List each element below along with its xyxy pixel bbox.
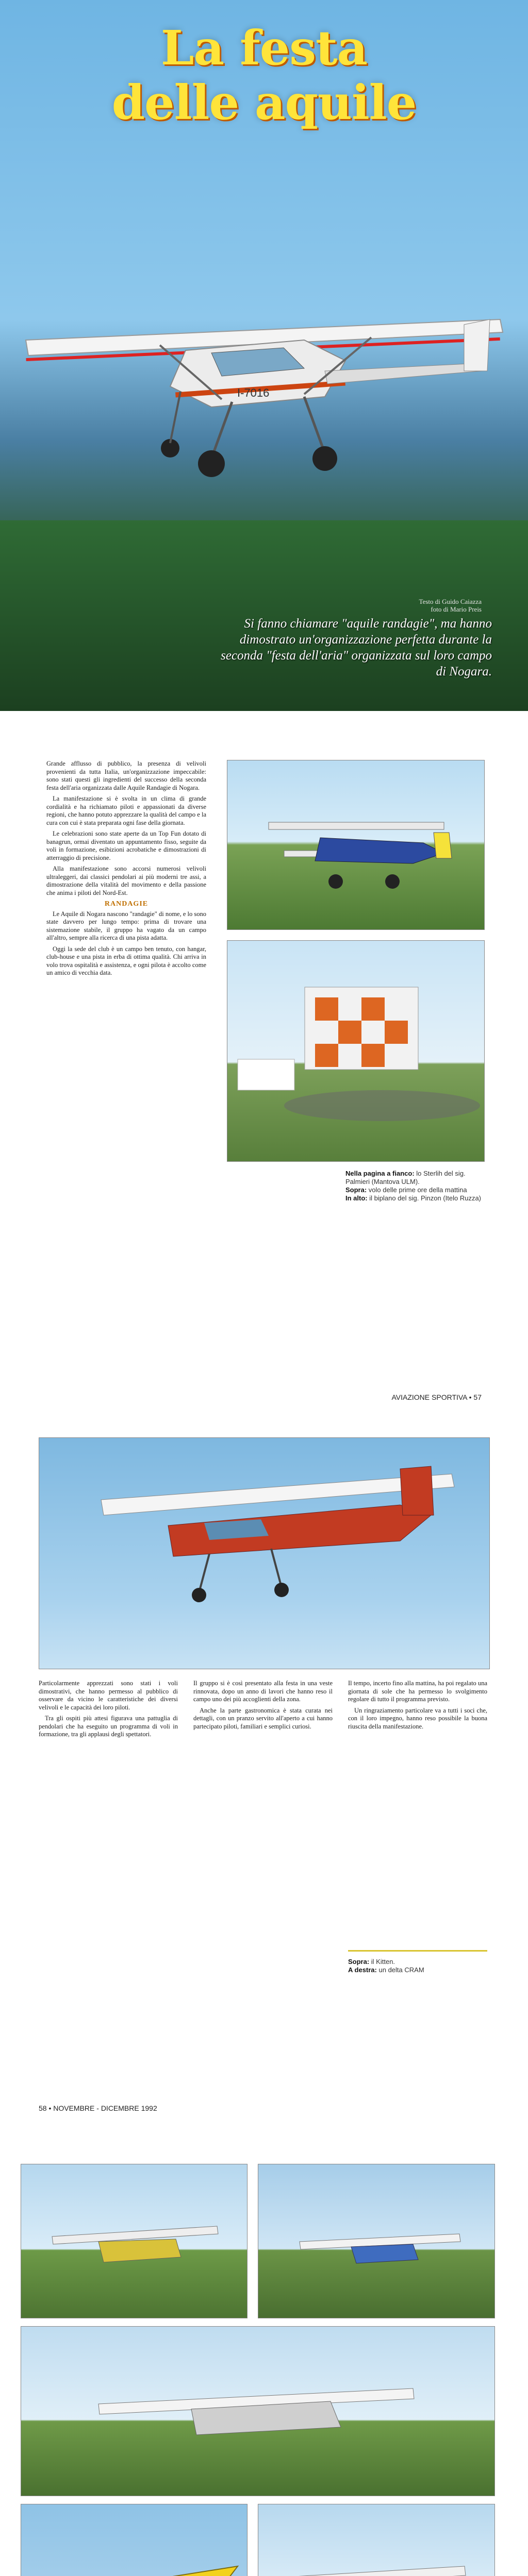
wheel xyxy=(192,1588,206,1602)
section-subhead: RANDAGIE xyxy=(104,900,148,908)
nose-gear xyxy=(170,392,180,443)
caption-text: volo delle prime ore della mattina xyxy=(368,1186,467,1194)
tail-boom xyxy=(325,363,482,384)
flying-plane-illustration xyxy=(39,1438,490,1669)
hangar-illustration xyxy=(227,941,485,1162)
photo-grid-4 xyxy=(21,2504,248,2576)
plane-illustration xyxy=(21,2327,495,2496)
plane-illustration xyxy=(258,2164,495,2318)
photo-grid-1 xyxy=(21,2164,248,2318)
caption-title: In alto: xyxy=(345,1194,368,1202)
text-column-1 xyxy=(39,1680,178,1742)
gear-leg xyxy=(304,397,325,453)
paragraph: Alla manifestazione sono accorsi numerosi velivoli ultraleggeri, dai classici pendolari ai più moderni tre assi, a dimostrazione della vitalità del movimento e della passione che anima i piloti del Nord-Est. xyxy=(46,865,206,896)
cover-credit xyxy=(419,598,482,613)
plane-illustration xyxy=(21,2164,248,2318)
paragraph: Le Aquile di Nogara nascono "randagie" di nome, e lo sono state davvero per lungo tempo: prima di trovare una sistemazione stabile, il gruppo ha vagato da un campo all'altro, sempre alla ricerca di una pista adatta. xyxy=(46,910,206,941)
page-59 xyxy=(0,2133,528,2576)
tail-fin xyxy=(464,319,490,371)
gear-leg xyxy=(271,1549,282,1587)
wheel xyxy=(328,874,343,889)
page-folio: AVIAZIONE SPORTIVA • 57 xyxy=(391,1393,482,1401)
photo-grid-2 xyxy=(258,2164,495,2318)
gear-leg xyxy=(211,402,232,459)
paragraph: Un ringraziamento particolare va a tutti i soci che, con il loro impegno, hanno reso possibile la buona riuscita della manifestazione. xyxy=(348,1706,487,1730)
text-column-2 xyxy=(193,1680,333,1734)
credit-text-author: Testo di Guido Caiazza xyxy=(419,598,482,605)
biplane-tail xyxy=(434,833,452,858)
paragraph: Grande afflusso di pubblico, la presenza di velivoli provenienti da tutta Italia, un'organizzazione impeccabile: sono stati questi gli ingredienti del successo della seconda festa dell'aria organizzata dalle Aquile Randagie di Nogara. xyxy=(46,760,206,791)
paragraph: Oggi la sede del club è un campo ben tenuto, con hangar, club-house e una pista in erba di ottima qualità. Chi arriva in volo trova ospitalità e assistenza, e ogni pilota è accolto come un amico di vecchia data. xyxy=(46,945,206,976)
caption-divider xyxy=(348,1950,487,1952)
caption-title: Sopra: xyxy=(348,1958,370,1965)
caption-text: il biplano del sig. Pinzon (Itelo Ruzza) xyxy=(369,1194,482,1202)
page-58 xyxy=(0,1422,528,2133)
biplane-illustration xyxy=(227,760,485,930)
crowd xyxy=(284,1090,480,1121)
cover-title xyxy=(0,21,528,130)
title-line-2: delle aquile xyxy=(111,75,417,130)
caption-title: Nella pagina a fianco: xyxy=(345,1170,415,1177)
gear-leg xyxy=(199,1554,209,1592)
wheel xyxy=(198,450,225,477)
caption-text: lo Sterlih del sig. Palmieri (Mantova ULM). xyxy=(345,1170,466,1185)
page-folio: 58 • NOVEMBRE - DICEMBRE 1992 xyxy=(39,2104,157,2112)
hang-glider-illustration xyxy=(21,2504,248,2576)
page-57 xyxy=(0,711,528,1422)
paragraph: Tra gli ospiti più attesi figurava una pattuglia di pendolari che ha eseguito un programma di voli in formazione, tra gli applausi degli spettatori. xyxy=(39,1715,178,1738)
caption-title: Sopra: xyxy=(345,1186,367,1194)
photo-grid-5 xyxy=(258,2504,495,2576)
upper-wing xyxy=(269,822,444,829)
caption-block xyxy=(345,1170,485,1202)
tail-fin xyxy=(400,1466,434,1515)
paragraph: Il tempo, incerto fino alla mattina, ha poi regalato una giornata di sole che ha permesso lo svolgimento regolare di tutto il programma previsto. xyxy=(348,1680,487,1703)
photo-hangar xyxy=(227,940,485,1162)
cover-caption: Si fanno chiamare "aquile randagie", ma hanno dimostrato un'organizzazione perfetta durante la seconda "festa dell'aria" organizzata sul loro campo di Nogara. xyxy=(221,617,492,679)
registration-mark: I-7016 xyxy=(237,386,270,399)
ultralight-plane-illustration xyxy=(15,242,513,510)
wheel xyxy=(274,1583,289,1597)
paragraph: Particolarmente apprezzati sono stati i voli dimostrativi, che hanno permesso al pubblico di osservare da vicino le caratteristiche dei diversi velivoli e le capacità dei loro piloti. xyxy=(39,1680,178,1711)
credit-photo: foto di Mario Preis xyxy=(431,605,482,613)
cover-page xyxy=(0,0,528,711)
text-column-1 xyxy=(46,760,206,980)
tent xyxy=(238,1059,294,1090)
plane-illustration xyxy=(258,2504,495,2576)
text-column-3 xyxy=(348,1680,487,1734)
photo-flying-plane xyxy=(39,1437,490,1669)
paragraph: Il gruppo si è così presentato alla festa in una veste rinnovata, dopo un anno di lavori che hanno reso il campo uno dei più accoglienti della zona. xyxy=(193,1680,333,1703)
wheel xyxy=(385,874,400,889)
paragraph: Anche la parte gastronomica è stata curata nei dettagli, con un pranzo servito all'aperto a cui hanno partecipato piloti, familiari e semplici curiosi. xyxy=(193,1706,333,1730)
caption-text: il Kitten. xyxy=(371,1958,395,1965)
caption-text: un delta CRAM xyxy=(378,1966,424,1974)
biplane-fuselage xyxy=(315,838,444,863)
photo-biplane xyxy=(227,760,485,930)
title-line-1: La festa xyxy=(160,20,368,76)
paragraph: La manifestazione si è svolta in un clima di grande cordialità e ha richiamato piloti e appassionati da diverse regioni, che hanno potuto apprezzare la qualità del campo e la cura con cui è stata preparata ogni fase della giornata. xyxy=(46,795,206,826)
photo-grid-3 xyxy=(21,2326,495,2496)
caption-title: A destra: xyxy=(348,1966,377,1974)
wheel xyxy=(312,446,337,471)
caption-block xyxy=(348,1958,487,1974)
paragraph: Le celebrazioni sono state aperte da un Top Fun dotato di banagrun, ormai diventato un appuntamento fisso, seguite da voli in formazione, esibizioni acrobatiche e dimostrazioni di atterraggio di precisione. xyxy=(46,830,206,861)
